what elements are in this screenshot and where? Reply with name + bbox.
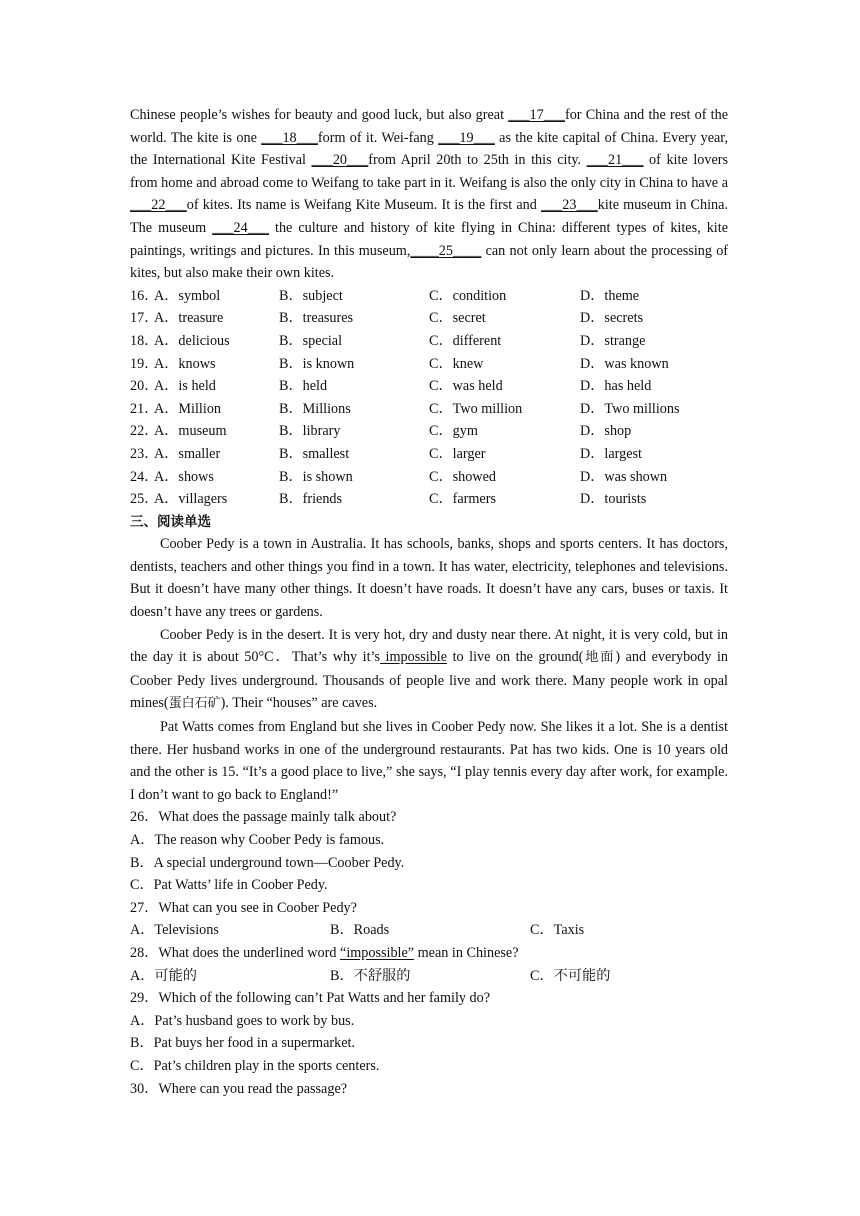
option-28a: A．可能的	[130, 967, 197, 984]
question-number: 18．	[130, 332, 159, 349]
cloze-text: of kites. Its name is Weifang Kite Museum. It is the first and	[186, 197, 541, 214]
option-b: B．held	[279, 378, 328, 395]
option-b: B．is shown	[279, 468, 353, 485]
cloze-passage	[130, 104, 728, 285]
option-c: C．larger	[429, 445, 486, 462]
cloze-text: kite museum in China. The museum	[130, 197, 728, 236]
option-b: B．Millions	[279, 400, 351, 417]
option-26c: C．Pat Watts’ life in Coober Pedy.	[130, 877, 328, 894]
blank-21: ___21___	[586, 152, 644, 169]
option-d: D．was shown	[580, 468, 668, 485]
option-a: A．villagers	[154, 491, 228, 508]
blank-17: ___17___	[508, 107, 565, 123]
question-text: mean in Chinese?	[414, 944, 519, 961]
question-26: 26．What does the passage mainly talk about?	[130, 809, 397, 826]
question-number: 16．	[130, 287, 159, 304]
option-a: A．knows	[154, 355, 216, 372]
choice-row	[130, 307, 728, 330]
option-a: A．smaller	[154, 445, 221, 462]
option-29c: C．Pat’s children play in the sports centers.	[130, 1057, 380, 1074]
option-29b: B．Pat buys her food in a supermarket.	[130, 1035, 355, 1052]
passage-paragraph-2	[130, 624, 728, 716]
option-b: B．library	[279, 423, 341, 440]
option-a: A．Million	[154, 400, 222, 417]
choice-row	[130, 375, 728, 398]
cloze-text: can not only learn about the processing of kites, but also make their own kites.	[130, 242, 729, 282]
option-b: B．subject	[279, 287, 343, 304]
underlined-word: “impossible”	[340, 944, 415, 961]
question-number: 20．	[130, 378, 159, 395]
cloze-text: for China and the rest of the world. The kite is one	[130, 107, 729, 146]
choice-row	[130, 466, 728, 489]
passage-text: to live on the ground(	[447, 649, 584, 666]
choice-row	[130, 420, 728, 443]
question-text: 28．What does the underlined word	[130, 944, 341, 961]
underlined-word: impossible	[380, 649, 448, 666]
cloze-text: form of it. Wei-fang	[317, 129, 439, 146]
option-29a: A．Pat’s husband goes to work by bus.	[130, 1012, 355, 1029]
option-c: C．Two million	[429, 400, 523, 417]
option-c: C．secret	[429, 310, 486, 327]
option-b: B．treasures	[279, 310, 354, 327]
option-a: A．shows	[154, 468, 214, 485]
options-28	[130, 965, 728, 988]
option-a: A．museum	[154, 423, 227, 440]
cloze-text: of kite lovers from home and abroad come to Weifang to take part in it. Weifang is also the only city in China to have a	[130, 152, 728, 191]
document-page	[130, 104, 728, 1100]
blank-18: ___18___	[261, 129, 318, 146]
section-title: 三、阅读单选	[130, 513, 211, 530]
option-b: B．smallest	[279, 445, 350, 462]
option-c: C．condition	[429, 287, 507, 304]
option-a: A．is held	[154, 378, 216, 395]
cloze-text: as the kite capital of China. Every year, the International Kite Festival	[130, 129, 729, 169]
option-c: C．gym	[429, 423, 478, 440]
option-c: C．different	[429, 332, 502, 349]
option-a: A．delicious	[154, 332, 230, 349]
blank-19: ___19___	[438, 129, 495, 146]
option-d: D．secrets	[580, 310, 644, 327]
question-number: 23．	[130, 445, 159, 462]
choice-row	[130, 285, 728, 308]
cloze-text: from April 20th to 25th in this city.	[368, 152, 587, 169]
choice-row	[130, 330, 728, 353]
option-d: D．has held	[580, 378, 652, 395]
option-28b: B．不舒服的	[330, 967, 411, 984]
passage-paragraph-1: Coober Pedy is a town in Australia. It has schools, banks, shops and sports centers. It has doctors, dentists, teachers and other things you find in a town. It has water, electricity, telephones and televisions. But it doesn’t have many other things. It doesn’t have roads. It doesn’t have any cars, buses or taxis. It doesn’t have any trees or gardens.	[130, 536, 728, 621]
option-d: D．was known	[580, 355, 669, 372]
option-b: B．friends	[279, 491, 343, 508]
option-a: A．treasure	[154, 310, 224, 327]
blank-23: ___23___	[541, 197, 598, 214]
question-number: 24．	[130, 468, 159, 485]
blank-20: ___20___	[311, 152, 369, 169]
question-28	[130, 942, 728, 965]
options-27	[130, 919, 728, 942]
option-b: B．is known	[279, 355, 355, 372]
passage-text: ). Their “houses” are caves.	[220, 695, 378, 712]
option-d: D．largest	[580, 445, 642, 462]
option-27c: C．Taxis	[530, 922, 585, 939]
option-d: D．strange	[580, 332, 646, 349]
cloze-text: Chinese people’s wishes for beauty and good luck, but also great	[130, 107, 509, 123]
choice-row	[130, 443, 728, 466]
option-28c: C．不可能的	[530, 967, 611, 984]
option-d: D．Two millions	[580, 400, 680, 417]
option-26b: B．A special underground town—Coober Pedy.	[130, 854, 405, 871]
blank-22: ___22___	[130, 197, 187, 214]
question-29: 29．Which of the following can’t Pat Watts and her family do?	[130, 990, 491, 1007]
option-a: A．symbol	[154, 287, 221, 304]
cloze-text: the culture and history of kite flying in China: different types of kites, kite paintings, writings and pictures. In this museum,	[130, 219, 728, 259]
question-30: 30．Where can you read the passage?	[130, 1080, 348, 1097]
question-number: 19．	[130, 355, 159, 372]
option-c: C．showed	[429, 468, 496, 485]
option-d: D．theme	[580, 287, 640, 304]
question-number: 17．	[130, 310, 159, 327]
option-d: D．tourists	[580, 491, 647, 508]
gloss-text: 蛋白石矿	[168, 696, 221, 712]
question-27: 27．What can you see in Coober Pedy?	[130, 899, 357, 916]
question-number: 22．	[130, 423, 159, 440]
option-27b: B．Roads	[330, 922, 390, 939]
option-d: D．shop	[580, 423, 632, 440]
blank-25: ____25____	[410, 242, 482, 259]
choice-list	[130, 285, 728, 511]
option-27a: A．Televisions	[130, 922, 219, 939]
option-26a: A．The reason why Coober Pedy is famous.	[130, 832, 385, 848]
blank-24: ___24___	[212, 219, 269, 236]
choice-row	[130, 398, 728, 421]
question-number: 25．	[130, 491, 159, 508]
passage-text: Coober Pedy is in the desert. It is very hot, dry and dusty near there. At night, it is very cold, but in the day it is about 50°C．That’s why it’s	[130, 626, 728, 666]
choice-row	[130, 488, 728, 511]
option-b: B．special	[279, 332, 343, 349]
option-c: C．farmers	[429, 491, 496, 508]
gloss-text: 地面	[583, 650, 616, 666]
question-number: 21．	[130, 400, 159, 417]
choice-row	[130, 353, 728, 376]
option-c: C．knew	[429, 355, 484, 372]
option-c: C．was held	[429, 378, 503, 395]
passage-text: ) and everybody in Coober Pedy lives underground. Thousands of people live and work there. Many people work in opal mines(	[130, 649, 729, 712]
passage-paragraph-3: Pat Watts comes from England but she lives in Coober Pedy now. She likes it a lot. She is a dentist there. Her husband works in one of the underground restaurants. Pat has two kids. One is 10 years old and the other is 15. “It’s a good place to live,” she says, “I play tennis every day after work, for example. I don’t want to go back to England!”	[130, 719, 728, 803]
